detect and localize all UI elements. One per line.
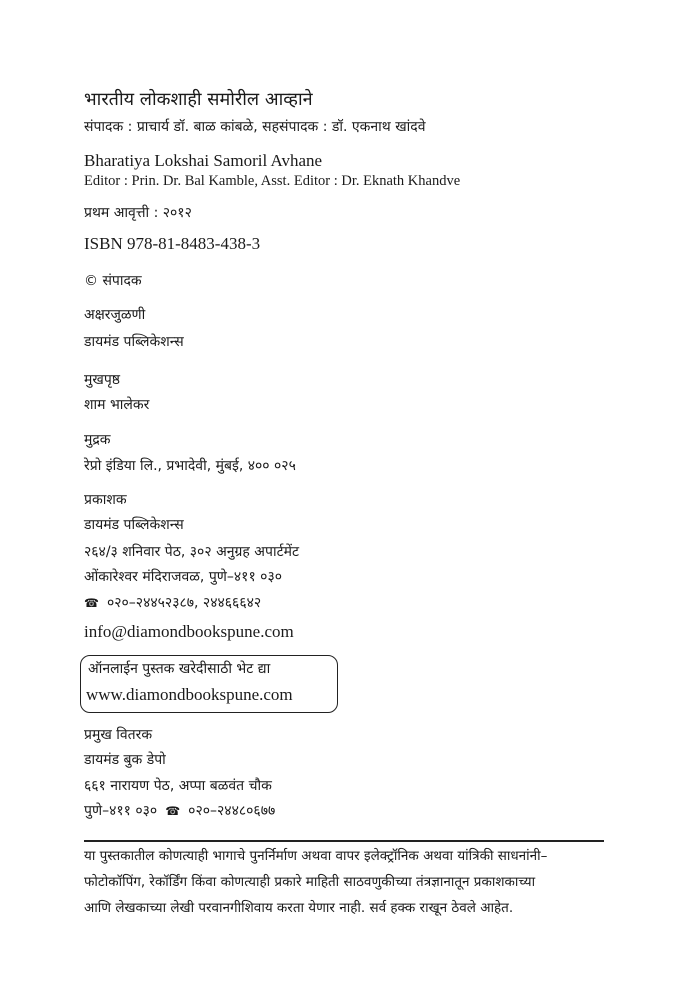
edition: प्रथम आवृत्ती : २०१२ <box>84 205 192 221</box>
distributor-address-1: ६६१ नारायण पेठ, अप्पा बळवंत चौक <box>84 778 272 794</box>
distributor-address-line <box>84 804 275 818</box>
online-text: ऑनलाईन पुस्तक खरेदीसाठी भेट द्या <box>88 661 271 677</box>
publisher-phone-line <box>84 596 261 610</box>
publisher-phone: ०२०–२४४५२३८७, २४४६६६४२ <box>106 595 262 611</box>
typesetting-value: डायमंड पब्लिकेशन्स <box>84 334 184 350</box>
publisher-email[interactable]: info@diamondbookspune.com <box>84 622 294 641</box>
publisher-address-1: २६४/३ शनिवार पेठ, ३०२ अनुग्रह अपार्टमेंट <box>84 544 300 560</box>
publisher-name: डायमंड पब्लिकेशन्स <box>84 517 184 533</box>
editors-english: Editor : Prin. Dr. Bal Kamble, Asst. Editor : Dr. Eknath Khandve <box>84 173 461 189</box>
notice-line-2: फोटोकॉपिंग, रेकॉर्डिंग किंवा कोणत्याही प्रकारे माहिती साठवणुकीच्या तंत्रज्ञानातून प्रकाशकाच्या <box>84 874 536 890</box>
notice-line-3: आणि लेखकाच्या लेखी परवानगीशिवाय करता येणार नाही. सर्व हक्क राखून ठेवले आहेत. <box>84 900 514 916</box>
copyright: © संपादक <box>84 273 142 289</box>
publisher-address-2: ओंकारेश्वर मंदिराजवळ, पुणे–४११ ०३० <box>84 569 283 585</box>
book-title-english: Bharatiya Lokshai Samoril Avhane <box>84 151 323 170</box>
notice-line-1: या पुस्तकातील कोणत्याही भागाचे पुनर्निर्माण अथवा वापर इलेक्ट्रॉनिक अथवा यांत्रिकी साधनांनी– <box>84 848 548 864</box>
online-url[interactable]: www.diamondbookspune.com <box>86 685 293 704</box>
phone-icon: ☎ <box>165 804 181 818</box>
divider <box>84 840 604 842</box>
typesetting-label: अक्षरजुळणी <box>84 307 146 323</box>
editors-marathi: संपादक : प्राचार्य डॉ. बाळ कांबळे, सहसंपादक : डॉ. एकनाथ खांदवे <box>84 119 426 135</box>
distributor-label: प्रमुख वितरक <box>84 727 153 743</box>
book-title-marathi: भारतीय लोकशाही समोरील आव्हाने <box>84 89 313 110</box>
distributor-name: डायमंड बुक डेपो <box>84 752 166 768</box>
publisher-label: प्रकाशक <box>84 492 127 508</box>
phone-icon: ☎ <box>84 596 99 610</box>
distributor-phone: ०२०–२४४८०६७७ <box>188 803 276 819</box>
cover-label: मुखपृष्ठ <box>84 372 121 388</box>
isbn: ISBN 978-81-8483-438-3 <box>84 234 261 253</box>
distributor-address-2: पुणे–४११ ०३० <box>84 803 158 819</box>
printer-value: रेप्रो इंडिया लि., प्रभादेवी, मुंबई, ४०० ०२५ <box>84 458 296 474</box>
printer-label: मुद्रक <box>84 432 111 448</box>
cover-value: शाम भालेकर <box>84 397 150 413</box>
